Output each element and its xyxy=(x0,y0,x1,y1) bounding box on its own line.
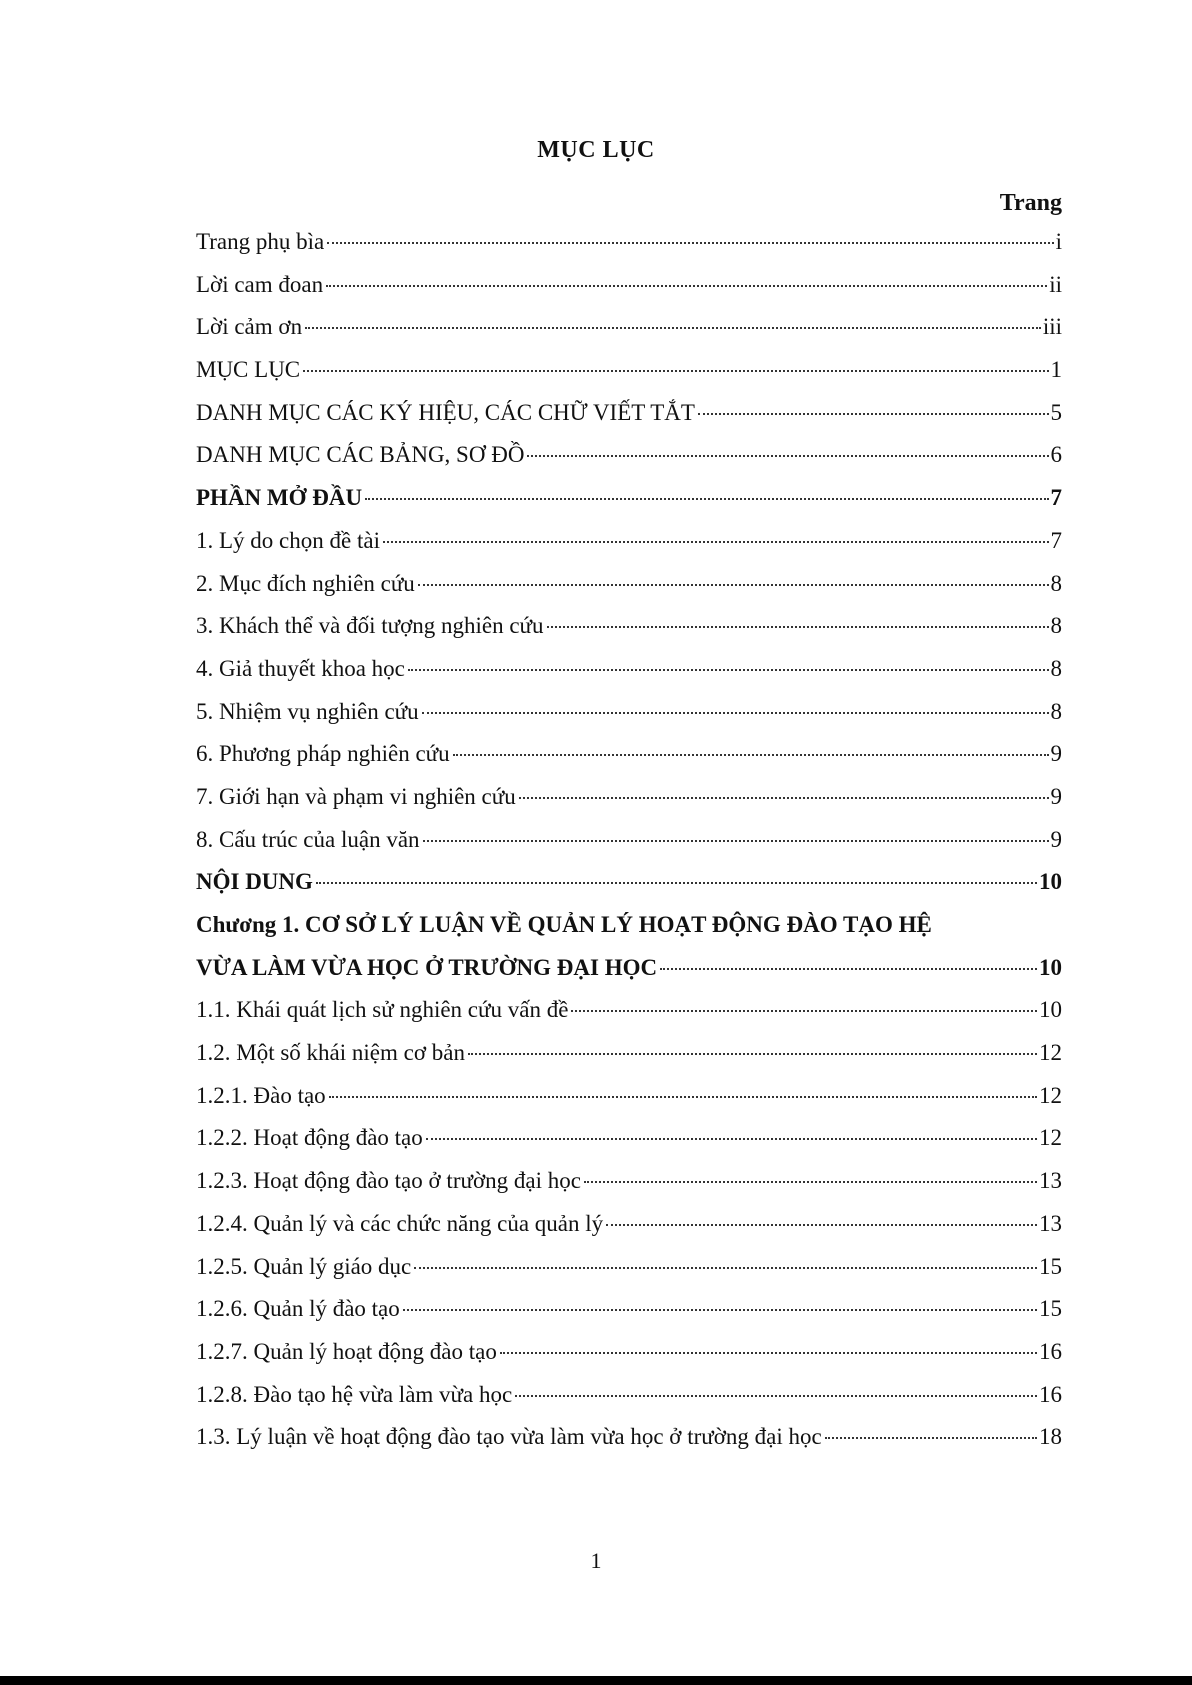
toc-entry-title: Lời cam đoan xyxy=(196,271,324,297)
page-column-header: Trang xyxy=(999,190,1062,216)
toc-entry-title: 1.2.3. Hoạt động đào tạo ở trường đại học xyxy=(196,1168,581,1194)
toc-entry-page: 18 xyxy=(1039,1424,1062,1450)
toc-entry-page: 12 xyxy=(1039,1040,1062,1066)
toc-entry-1-2-6 xyxy=(196,1288,1062,1331)
toc-entry-title: DANH MỤC CÁC BẢNG, SƠ ĐỒ xyxy=(196,442,525,468)
toc-entry-1-1 xyxy=(196,989,1062,1032)
bottom-edge-bar xyxy=(0,1676,1192,1685)
toc-entry-1-2-7 xyxy=(196,1331,1062,1374)
toc-entry-page: 16 xyxy=(1039,1381,1062,1407)
toc-entry-title: 8. Cấu trúc của luận văn xyxy=(196,826,420,852)
toc-entry-title: 1.2. Một số khái niệm cơ bản xyxy=(196,1040,465,1066)
toc-entry-title: Lời cảm ơn xyxy=(196,314,303,340)
toc-entry-subject xyxy=(196,605,1062,648)
toc-entry-page: 10 xyxy=(1039,954,1062,980)
toc-entry-methods xyxy=(196,733,1062,776)
toc-entry-1-2 xyxy=(196,1032,1062,1075)
toc-entry-1-2-3 xyxy=(196,1160,1062,1203)
toc-entry-scope xyxy=(196,776,1062,819)
toc-entry-title: 1.2.7. Quản lý hoạt động đào tạo xyxy=(196,1338,497,1364)
toc-entry-title: 1.1. Khái quát lịch sử nghiên cứu vấn đề xyxy=(196,997,569,1023)
toc-entry-page: 15 xyxy=(1039,1296,1062,1322)
toc-entry-page: iii xyxy=(1042,314,1062,340)
toc-entry-title: Trang phụ bìa xyxy=(196,229,325,254)
toc-entry-page: 13 xyxy=(1039,1168,1062,1194)
toc-entry-page: 6 xyxy=(1050,442,1062,468)
dot-leader xyxy=(571,1010,1037,1012)
toc-entry-title: 1.2.8. Đào tạo hệ vừa làm vừa học xyxy=(196,1381,513,1407)
toc-entry-page: 7 xyxy=(1050,527,1062,553)
dot-leader xyxy=(426,1138,1037,1140)
toc-entry-title: 1.2.5. Quản lý giáo dục xyxy=(196,1253,412,1279)
toc-entry-title: 1. Lý do chọn đề tài xyxy=(196,527,380,553)
dot-leader xyxy=(584,1181,1037,1183)
dot-leader xyxy=(329,1096,1037,1098)
toc-entry-introduction xyxy=(196,477,1062,520)
toc-entry-1-2-1 xyxy=(196,1075,1062,1118)
dot-leader xyxy=(453,754,1049,756)
toc-entry-tasks xyxy=(196,691,1062,734)
dot-leader xyxy=(414,1267,1037,1269)
dot-leader xyxy=(519,797,1049,799)
toc-entry-abbreviations xyxy=(196,392,1062,435)
toc-entry-structure xyxy=(196,819,1062,862)
toc-title: MỤC LỤC xyxy=(537,137,655,163)
toc-entry-1-2-8 xyxy=(196,1374,1062,1417)
dot-leader xyxy=(326,285,1047,287)
toc-entry-page: 9 xyxy=(1050,741,1062,767)
dot-leader xyxy=(527,455,1048,457)
toc-entry-page: 10 xyxy=(1039,997,1062,1023)
toc-entry-page: 8 xyxy=(1050,698,1062,724)
dot-leader xyxy=(365,498,1048,500)
dot-leader xyxy=(408,669,1049,671)
toc-entry-purpose xyxy=(196,563,1062,606)
toc-entry-title: 1.2.1. Đào tạo xyxy=(196,1082,326,1108)
toc-entry-title: 6. Phương pháp nghiên cứu xyxy=(196,741,450,767)
toc-entry-title: 3. Khách thể và đối tượng nghiên cứu xyxy=(196,613,544,639)
toc-entry-title: MỤC LỤC xyxy=(196,357,301,383)
toc-entry-title: 7. Giới hạn và phạm vi nghiên cứu xyxy=(196,783,516,809)
toc-entry-page: ii xyxy=(1049,271,1062,297)
toc-entry-contents xyxy=(196,349,1062,392)
toc-entry-page: 1 xyxy=(1050,357,1062,383)
toc-entry-title: NỘI DUNG xyxy=(196,869,313,895)
toc-entry-page: 5 xyxy=(1050,399,1062,425)
dot-leader xyxy=(423,840,1049,842)
toc-entry-title: 1.2.2. Hoạt động đào tạo xyxy=(196,1125,423,1151)
toc-entry-hypothesis xyxy=(196,648,1062,691)
dot-leader xyxy=(606,1224,1037,1226)
chapter-1-heading-line1: Chương 1. CƠ SỞ LÝ LUẬN VỀ QUẢN LÝ HOẠT ĐỘNG ĐÀO TẠO HỆ xyxy=(196,912,932,937)
dot-leader xyxy=(500,1352,1037,1354)
dot-leader xyxy=(383,541,1049,543)
table-of-contents xyxy=(196,221,1062,1459)
toc-entry-title: DANH MỤC CÁC KÝ HIỆU, CÁC CHỮ VIẾT TẮT xyxy=(196,399,695,425)
toc-entry-tables-diagrams xyxy=(196,434,1062,477)
toc-entry-page: 8 xyxy=(1050,613,1062,639)
dot-leader xyxy=(422,712,1049,714)
toc-entry-reason xyxy=(196,520,1062,563)
toc-entry-title: 1.2.6. Quản lý đào tạo xyxy=(196,1296,400,1322)
dot-leader xyxy=(303,370,1048,372)
dot-leader xyxy=(660,968,1037,970)
toc-entry-chapter-1 xyxy=(196,947,1062,990)
dot-leader xyxy=(547,626,1049,628)
toc-entry-1-2-4 xyxy=(196,1203,1062,1246)
toc-entry-title: 5. Nhiệm vụ nghiên cứu xyxy=(196,698,419,724)
toc-entry-1-2-2 xyxy=(196,1117,1062,1160)
toc-entry-title: 1.3. Lý luận về hoạt động đào tạo vừa làm vừa học ở trường đại học xyxy=(196,1424,822,1450)
dot-leader xyxy=(305,327,1041,329)
dot-leader xyxy=(468,1053,1037,1055)
toc-entry-page: 7 xyxy=(1050,485,1062,511)
toc-entry-title: 4. Giả thuyết khoa học xyxy=(196,655,405,681)
toc-entry-page: 12 xyxy=(1039,1125,1062,1151)
toc-entry-page: 16 xyxy=(1039,1338,1062,1364)
toc-entry-page: 8 xyxy=(1050,655,1062,681)
dot-leader xyxy=(698,413,1049,415)
dot-leader xyxy=(316,882,1037,884)
toc-entry-declaration xyxy=(196,264,1062,307)
toc-entry-1-3 xyxy=(196,1416,1062,1459)
dot-leader xyxy=(825,1437,1037,1439)
dot-leader xyxy=(515,1395,1037,1397)
toc-entry-page: 8 xyxy=(1050,570,1062,596)
chapter-1-heading-line2: VỪA LÀM VỪA HỌC Ở TRƯỜNG ĐẠI HỌC xyxy=(196,954,658,980)
toc-entry-page: 9 xyxy=(1050,783,1062,809)
toc-entry-acknowledgements xyxy=(196,306,1062,349)
toc-entry-page: 13 xyxy=(1039,1210,1062,1236)
toc-entry-page: 9 xyxy=(1050,826,1062,852)
toc-entry-title: PHẦN MỞ ĐẦU xyxy=(196,485,363,511)
toc-entry-page: 10 xyxy=(1039,869,1062,895)
dot-leader xyxy=(418,584,1049,586)
toc-entry-page: 15 xyxy=(1039,1253,1062,1279)
toc-entry-page: 12 xyxy=(1039,1082,1062,1108)
toc-entry-content xyxy=(196,861,1062,904)
toc-entry-page: i xyxy=(1055,229,1062,254)
page-number: 1 xyxy=(590,1548,602,1573)
toc-entry-cover-page xyxy=(196,221,1062,264)
dot-leader xyxy=(403,1309,1037,1311)
toc-entry-1-2-5 xyxy=(196,1246,1062,1289)
toc-entry-title: 2. Mục đích nghiên cứu xyxy=(196,570,415,596)
toc-entry-title: 1.2.4. Quản lý và các chức năng của quản lý xyxy=(196,1210,604,1236)
dot-leader xyxy=(327,242,1053,244)
